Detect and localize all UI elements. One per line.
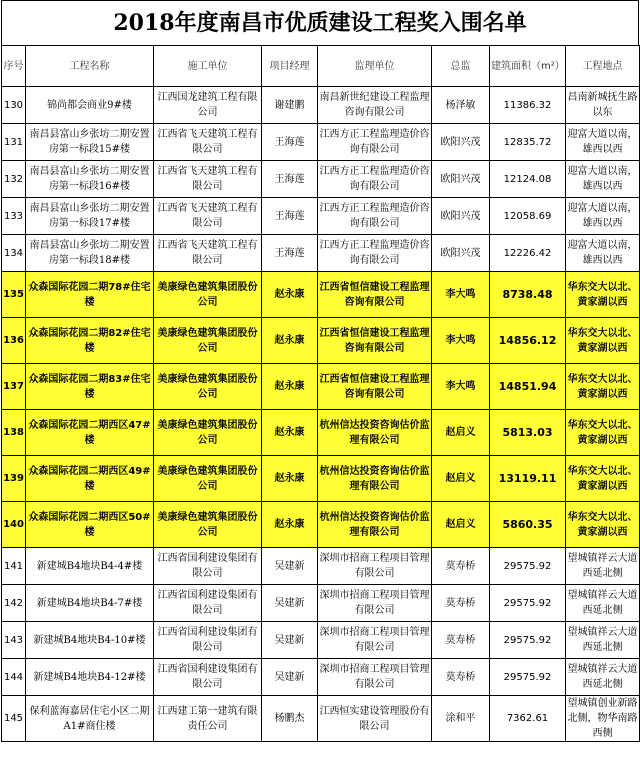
cell-manager: 赵永康: [262, 456, 318, 502]
cell-manager: 谢建鹏: [262, 87, 318, 124]
cell-supervisor: 深圳市招商工程项目管理有限公司: [318, 548, 432, 585]
cell-supervisor: 深圳市招商工程项目管理有限公司: [318, 585, 432, 622]
cell-location: 迎富大道以南，雄西以西: [566, 124, 640, 161]
cell-project-name: 南昌县富山乡张坊二期安置房第一标段15#楼: [26, 124, 154, 161]
cell-supervisor: 江西方正工程监理造价咨询有限公司: [318, 235, 432, 272]
cell-supervisor: 江西省恒信建设工程监理咨询有限公司: [318, 272, 432, 318]
cell-project-name: 众森国际花园二期西区49#楼: [26, 456, 154, 502]
cell-project-name: 新建城B4地块B4-4#楼: [26, 548, 154, 585]
cell-manager: 赵永康: [262, 318, 318, 364]
cell-supervisor: 江西省恒信建设工程监理咨询有限公司: [318, 318, 432, 364]
cell-area: 14856.12: [490, 318, 566, 364]
award-table: [1, 45, 640, 742]
cell-builder: 美康绿色建筑集团股份公司: [154, 318, 262, 364]
cell-supervisor: 杭州信达投资咨询估价监理有限公司: [318, 456, 432, 502]
table-row: [2, 659, 640, 696]
cell-project-name: 众森国际花园二期82#住宅楼: [26, 318, 154, 364]
table-row: [2, 585, 640, 622]
table-row: [2, 87, 640, 124]
cell-no: 144: [2, 659, 26, 696]
cell-manager: 吴建新: [262, 548, 318, 585]
cell-director: 李大鸣: [432, 318, 490, 364]
table-body: [2, 87, 640, 742]
cell-supervisor: 杭州信达投资咨询估价监理有限公司: [318, 410, 432, 456]
cell-director: 莫寿桥: [432, 622, 490, 659]
table-row: [2, 696, 640, 742]
cell-project-name: 保利蓝海嘉居住宅小区二期A1#商住楼: [26, 696, 154, 742]
page-title: 2018年度南昌市优质建设工程奖入围名单: [1, 0, 639, 45]
cell-area: 12226.42: [490, 235, 566, 272]
cell-location: 望城镇祥云大道西延北侧: [566, 659, 640, 696]
cell-director: 李大鸣: [432, 364, 490, 410]
cell-supervisor: 江西方正工程监理造价咨询有限公司: [318, 161, 432, 198]
cell-no: 140: [2, 502, 26, 548]
cell-builder: 美康绿色建筑集团股份公司: [154, 410, 262, 456]
cell-manager: 王海莲: [262, 124, 318, 161]
cell-director: 莫寿桥: [432, 659, 490, 696]
cell-area: 29575.92: [490, 659, 566, 696]
cell-manager: 赵永康: [262, 410, 318, 456]
header-manager: 项目经理: [262, 46, 318, 87]
cell-area: 8738.48: [490, 272, 566, 318]
cell-director: 赵启义: [432, 502, 490, 548]
cell-project-name: 南昌县富山乡张坊二期安置房第一标段17#楼: [26, 198, 154, 235]
cell-area: 12058.69: [490, 198, 566, 235]
cell-builder: 美康绿色建筑集团股份公司: [154, 502, 262, 548]
cell-no: 139: [2, 456, 26, 502]
cell-builder: 江西省国利建设集团有限公司: [154, 548, 262, 585]
table-row: [2, 235, 640, 272]
cell-project-name: 众森国际花园二期西区50#楼: [26, 502, 154, 548]
table-row: [2, 548, 640, 585]
cell-no: 141: [2, 548, 26, 585]
cell-supervisor: 南昌新世纪建设工程监理咨询有限公司: [318, 87, 432, 124]
table-row: [2, 456, 640, 502]
cell-no: 145: [2, 696, 26, 742]
cell-location: 迎富大道以南，雄西以西: [566, 235, 640, 272]
table-header-row: [2, 46, 640, 87]
cell-manager: 杨鹏杰: [262, 696, 318, 742]
header-no: 序号: [2, 46, 26, 87]
cell-builder: 江西省飞天建筑工程有限公司: [154, 235, 262, 272]
header-area: 建筑面积（m²）: [490, 46, 566, 87]
cell-manager: 王海莲: [262, 235, 318, 272]
cell-project-name: 锦尚都会商业9#楼: [26, 87, 154, 124]
cell-manager: 赵永康: [262, 364, 318, 410]
cell-director: 欧阳兴茂: [432, 161, 490, 198]
cell-manager: 王海莲: [262, 198, 318, 235]
cell-area: 29575.92: [490, 622, 566, 659]
cell-project-name: 南昌县富山乡张坊二期安置房第一标段18#楼: [26, 235, 154, 272]
cell-area: 11386.32: [490, 87, 566, 124]
cell-location: 华东交大以北、黄家湖以西: [566, 318, 640, 364]
table-row: [2, 410, 640, 456]
cell-director: 涂和平: [432, 696, 490, 742]
cell-no: 136: [2, 318, 26, 364]
table-row: [2, 622, 640, 659]
cell-area: 29575.92: [490, 548, 566, 585]
cell-builder: 江西省飞天建筑工程有限公司: [154, 161, 262, 198]
cell-builder: 美康绿色建筑集团股份公司: [154, 456, 262, 502]
cell-manager: 王海莲: [262, 161, 318, 198]
header-supervisor: 监理单位: [318, 46, 432, 87]
cell-project-name: 新建城B4地块B4-12#楼: [26, 659, 154, 696]
cell-area: 7362.61: [490, 696, 566, 742]
cell-location: 昌南新城抚生路以东: [566, 87, 640, 124]
cell-director: 欧阳兴茂: [432, 235, 490, 272]
cell-builder: 江西省国利建设集团有限公司: [154, 622, 262, 659]
cell-location: 华东交大以北、黄家湖以西: [566, 410, 640, 456]
cell-area: 12124.08: [490, 161, 566, 198]
cell-location: 华东交大以北、黄家湖以西: [566, 502, 640, 548]
header-name: 工程名称: [26, 46, 154, 87]
cell-supervisor: 江西恒实建设管理股份有限公司: [318, 696, 432, 742]
cell-location: 望城镇祥云大道西延北侧: [566, 622, 640, 659]
cell-manager: 吴建新: [262, 622, 318, 659]
cell-director: 李大鸣: [432, 272, 490, 318]
cell-no: 133: [2, 198, 26, 235]
cell-director: 欧阳兴茂: [432, 124, 490, 161]
cell-area: 5813.03: [490, 410, 566, 456]
cell-location: 华东交大以北、黄家湖以西: [566, 456, 640, 502]
cell-builder: 江西国龙建筑工程有限公司: [154, 87, 262, 124]
cell-location: 望城镇创业新路北侧，物华南路西侧: [566, 696, 640, 742]
cell-director: 欧阳兴茂: [432, 198, 490, 235]
table-row: [2, 364, 640, 410]
cell-manager: 吴建新: [262, 659, 318, 696]
cell-no: 143: [2, 622, 26, 659]
cell-director: 莫寿桥: [432, 585, 490, 622]
cell-project-name: 新建城B4地块B4-10#楼: [26, 622, 154, 659]
table-row: [2, 502, 640, 548]
cell-area: 5860.35: [490, 502, 566, 548]
cell-area: 12835.72: [490, 124, 566, 161]
table-row: [2, 124, 640, 161]
cell-supervisor: 江西方正工程监理造价咨询有限公司: [318, 198, 432, 235]
cell-no: 130: [2, 87, 26, 124]
cell-builder: 美康绿色建筑集团股份公司: [154, 364, 262, 410]
cell-supervisor: 江西省恒信建设工程监理咨询有限公司: [318, 364, 432, 410]
cell-director: 赵启义: [432, 410, 490, 456]
cell-manager: 赵永康: [262, 272, 318, 318]
table-row: [2, 161, 640, 198]
cell-location: 望城镇祥云大道西延北侧: [566, 585, 640, 622]
cell-location: 迎富大道以南，雄西以西: [566, 161, 640, 198]
cell-project-name: 众森国际花园二期78#住宅楼: [26, 272, 154, 318]
cell-project-name: 众森国际花园二期83#住宅楼: [26, 364, 154, 410]
cell-location: 望城镇祥云大道西延北侧: [566, 548, 640, 585]
cell-director: 杨泽敏: [432, 87, 490, 124]
cell-no: 135: [2, 272, 26, 318]
cell-area: 29575.92: [490, 585, 566, 622]
cell-no: 138: [2, 410, 26, 456]
cell-project-name: 众森国际花园二期西区47#楼: [26, 410, 154, 456]
cell-no: 137: [2, 364, 26, 410]
cell-builder: 江西省国利建设集团有限公司: [154, 585, 262, 622]
cell-manager: 赵永康: [262, 502, 318, 548]
cell-builder: 江西省飞天建筑工程有限公司: [154, 198, 262, 235]
cell-area: 14851.94: [490, 364, 566, 410]
cell-builder: 江西省国利建设集团有限公司: [154, 659, 262, 696]
cell-builder: 江西省飞天建筑工程有限公司: [154, 124, 262, 161]
header-builder: 施工单位: [154, 46, 262, 87]
header-location: 工程地点: [566, 46, 640, 87]
cell-supervisor: 杭州信达投资咨询估价监理有限公司: [318, 502, 432, 548]
table-row: [2, 198, 640, 235]
cell-no: 134: [2, 235, 26, 272]
award-list-sheet: [1, 0, 639, 742]
cell-supervisor: 江西方正工程监理造价咨询有限公司: [318, 124, 432, 161]
cell-no: 142: [2, 585, 26, 622]
cell-director: 莫寿桥: [432, 548, 490, 585]
cell-supervisor: 深圳市招商工程项目管理有限公司: [318, 659, 432, 696]
cell-builder: 美康绿色建筑集团股份公司: [154, 272, 262, 318]
cell-director: 赵启义: [432, 456, 490, 502]
cell-builder: 江西建工第一建筑有限责任公司: [154, 696, 262, 742]
cell-location: 迎富大道以南，雄西以西: [566, 198, 640, 235]
cell-area: 13119.11: [490, 456, 566, 502]
table-row: [2, 272, 640, 318]
cell-location: 华东交大以北、黄家湖以西: [566, 364, 640, 410]
cell-location: 华东交大以北、黄家湖以西: [566, 272, 640, 318]
cell-no: 131: [2, 124, 26, 161]
table-row: [2, 318, 640, 364]
cell-project-name: 新建城B4地块B4-7#楼: [26, 585, 154, 622]
cell-manager: 吴建新: [262, 585, 318, 622]
cell-supervisor: 深圳市招商工程项目管理有限公司: [318, 622, 432, 659]
cell-no: 132: [2, 161, 26, 198]
header-director: 总监: [432, 46, 490, 87]
cell-project-name: 南昌县富山乡张坊二期安置房第一标段16#楼: [26, 161, 154, 198]
